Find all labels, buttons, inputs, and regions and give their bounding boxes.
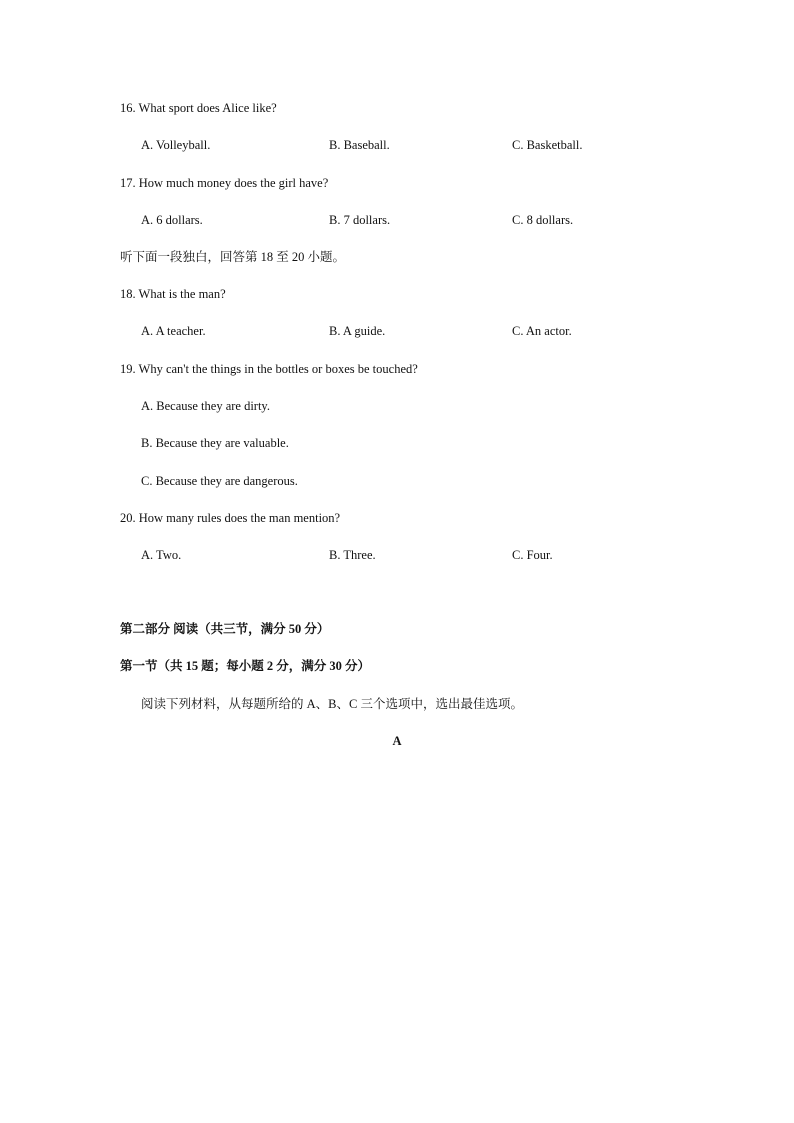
passage-label: A <box>392 734 402 748</box>
question-17-option-b: B. 7 dollars. <box>329 213 391 227</box>
question-18-option-b: B. A guide. <box>329 324 386 338</box>
question-19-option-a: A. Because they are dirty. <box>141 399 270 413</box>
question-16: 16. What sport does Alice like? <box>120 101 277 115</box>
question-20-option-b: B. Three. <box>329 548 376 562</box>
monologue-instruction: 听下面一段独白，回答第 18 至 20 小题。 <box>120 250 346 264</box>
section-one-heading: 第一节（共 15 题；每小题 2 分，满分 30 分） <box>120 659 371 673</box>
question-18: 18. What is the man? <box>120 287 226 301</box>
question-18-option-c: C. An actor. <box>512 324 572 338</box>
question-20-option-c: C. Four. <box>512 548 553 562</box>
question-18-option-a: A. A teacher. <box>141 324 206 338</box>
question-16-option-c: C. Basketball. <box>512 138 583 152</box>
part-two-heading: 第二部分 阅读（共三节，满分 50 分） <box>120 622 330 636</box>
question-20-option-a: A. Two. <box>141 548 182 562</box>
question-17-option-c: C. 8 dollars. <box>512 213 574 227</box>
question-19-option-c: C. Because they are dangerous. <box>141 474 298 488</box>
reading-instruction: 阅读下列材料，从每题所给的 A、B、C 三个选项中，选出最佳选项。 <box>141 697 523 711</box>
question-17-option-a: A. 6 dollars. <box>141 213 203 227</box>
question-17: 17. How much money does the girl have? <box>120 176 329 190</box>
question-20: 20. How many rules does the man mention? <box>120 511 341 525</box>
question-16-option-b: B. Baseball. <box>329 138 390 152</box>
question-19: 19. Why can't the things in the bottles or boxes be touched? <box>120 362 418 376</box>
question-16-option-a: A. Volleyball. <box>141 138 211 152</box>
question-19-option-b: B. Because they are valuable. <box>141 436 289 450</box>
